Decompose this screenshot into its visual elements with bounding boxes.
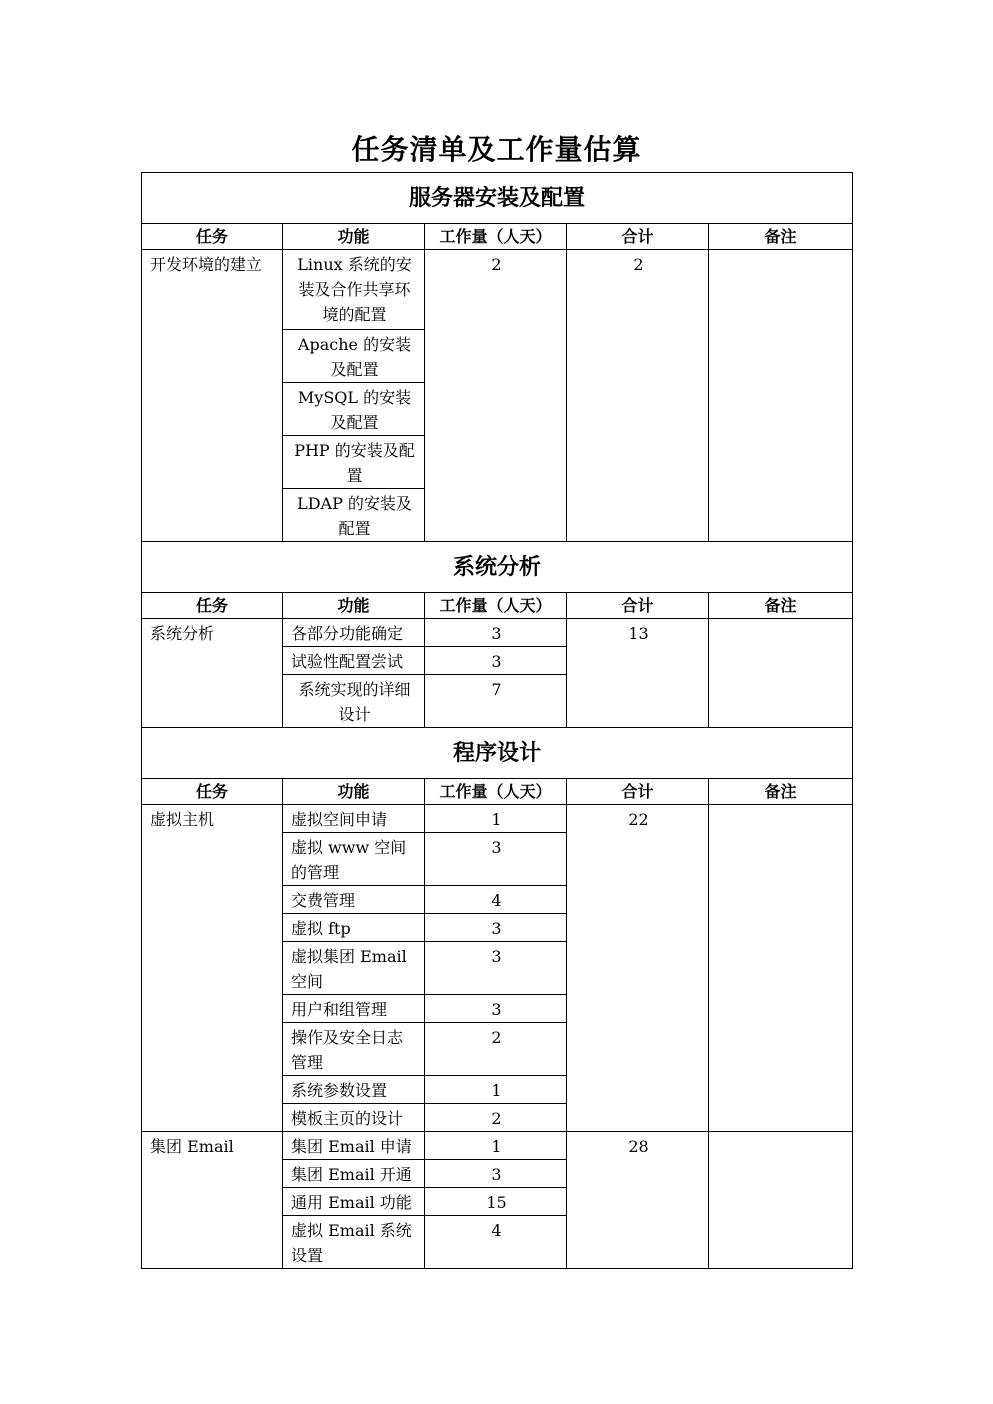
table-row bbox=[142, 619, 853, 647]
task-cell: 系统分析 bbox=[142, 619, 283, 728]
header-function: 功能 bbox=[283, 779, 425, 805]
function-cell: MySQL 的安装及配置 bbox=[283, 383, 425, 436]
function-cell: 模板主页的设计 bbox=[283, 1104, 425, 1132]
function-cell: 虚拟 www 空间的管理 bbox=[283, 833, 425, 886]
header-total: 合计 bbox=[567, 593, 709, 619]
header-workload: 工作量（人天） bbox=[425, 593, 567, 619]
section-title: 系统分析 bbox=[142, 542, 853, 593]
function-cell: PHP 的安装及配置 bbox=[283, 436, 425, 489]
workload-cell: 4 bbox=[425, 1216, 567, 1269]
remark-cell bbox=[709, 805, 853, 1132]
remark-cell bbox=[709, 1132, 853, 1269]
function-cell: Linux 系统的安装及合作共享环境的配置 bbox=[283, 250, 425, 330]
workload-cell: 15 bbox=[425, 1188, 567, 1216]
function-cell: 系统参数设置 bbox=[283, 1076, 425, 1104]
workload-cell: 1 bbox=[425, 1132, 567, 1160]
workload-cell: 3 bbox=[425, 995, 567, 1023]
table-row bbox=[142, 805, 853, 833]
function-cell: 各部分功能确定 bbox=[283, 619, 425, 647]
workload-cell: 3 bbox=[425, 833, 567, 886]
workload-cell: 7 bbox=[425, 675, 567, 728]
function-cell: 系统实现的详细设计 bbox=[283, 675, 425, 728]
workload-cell: 2 bbox=[425, 250, 567, 542]
header-function: 功能 bbox=[283, 593, 425, 619]
header-task: 任务 bbox=[142, 779, 283, 805]
function-cell: 集团 Email 申请 bbox=[283, 1132, 425, 1160]
total-cell: 22 bbox=[567, 805, 709, 1132]
total-cell: 2 bbox=[567, 250, 709, 542]
column-header-row bbox=[142, 593, 853, 619]
section-header-row bbox=[142, 542, 853, 593]
section-header-row bbox=[142, 728, 853, 779]
section-title: 程序设计 bbox=[142, 728, 853, 779]
function-cell: 交费管理 bbox=[283, 886, 425, 914]
header-remark: 备注 bbox=[709, 224, 853, 250]
table-row bbox=[142, 1132, 853, 1160]
header-workload: 工作量（人天） bbox=[425, 779, 567, 805]
header-remark: 备注 bbox=[709, 779, 853, 805]
header-task: 任务 bbox=[142, 593, 283, 619]
header-task: 任务 bbox=[142, 224, 283, 250]
function-cell: 通用 Email 功能 bbox=[283, 1188, 425, 1216]
function-cell: 虚拟空间申请 bbox=[283, 805, 425, 833]
header-total: 合计 bbox=[567, 779, 709, 805]
task-cell: 虚拟主机 bbox=[142, 805, 283, 1132]
workload-cell: 3 bbox=[425, 914, 567, 942]
section-header-row bbox=[142, 173, 853, 224]
function-cell: 用户和组管理 bbox=[283, 995, 425, 1023]
workload-cell: 3 bbox=[425, 647, 567, 675]
function-cell: 虚拟集团 Email 空间 bbox=[283, 942, 425, 995]
header-remark: 备注 bbox=[709, 593, 853, 619]
function-cell: 试验性配置尝试 bbox=[283, 647, 425, 675]
function-cell: LDAP 的安装及配置 bbox=[283, 489, 425, 542]
header-function: 功能 bbox=[283, 224, 425, 250]
column-header-row bbox=[142, 779, 853, 805]
remark-cell bbox=[709, 619, 853, 728]
header-total: 合计 bbox=[567, 224, 709, 250]
total-cell: 13 bbox=[567, 619, 709, 728]
function-cell: 操作及安全日志管理 bbox=[283, 1023, 425, 1076]
task-cell: 集团 Email bbox=[142, 1132, 283, 1269]
total-cell: 28 bbox=[567, 1132, 709, 1269]
table-row bbox=[142, 250, 853, 330]
workload-cell: 1 bbox=[425, 1076, 567, 1104]
function-cell: 集团 Email 开通 bbox=[283, 1160, 425, 1188]
function-cell: 虚拟 ftp bbox=[283, 914, 425, 942]
header-workload: 工作量（人天） bbox=[425, 224, 567, 250]
function-cell: Apache 的安装及配置 bbox=[283, 330, 425, 383]
workload-cell: 2 bbox=[425, 1023, 567, 1076]
task-estimate-table bbox=[141, 172, 853, 1269]
workload-cell: 3 bbox=[425, 619, 567, 647]
task-cell: 开发环境的建立 bbox=[142, 250, 283, 542]
remark-cell bbox=[709, 250, 853, 542]
page-title: 任务清单及工作量估算 bbox=[351, 133, 642, 166]
column-header-row bbox=[142, 224, 853, 250]
workload-cell: 3 bbox=[425, 1160, 567, 1188]
workload-cell: 2 bbox=[425, 1104, 567, 1132]
workload-cell: 1 bbox=[425, 805, 567, 833]
workload-cell: 4 bbox=[425, 886, 567, 914]
section-title: 服务器安装及配置 bbox=[142, 173, 853, 224]
function-cell: 虚拟 Email 系统设置 bbox=[283, 1216, 425, 1269]
workload-cell: 3 bbox=[425, 942, 567, 995]
